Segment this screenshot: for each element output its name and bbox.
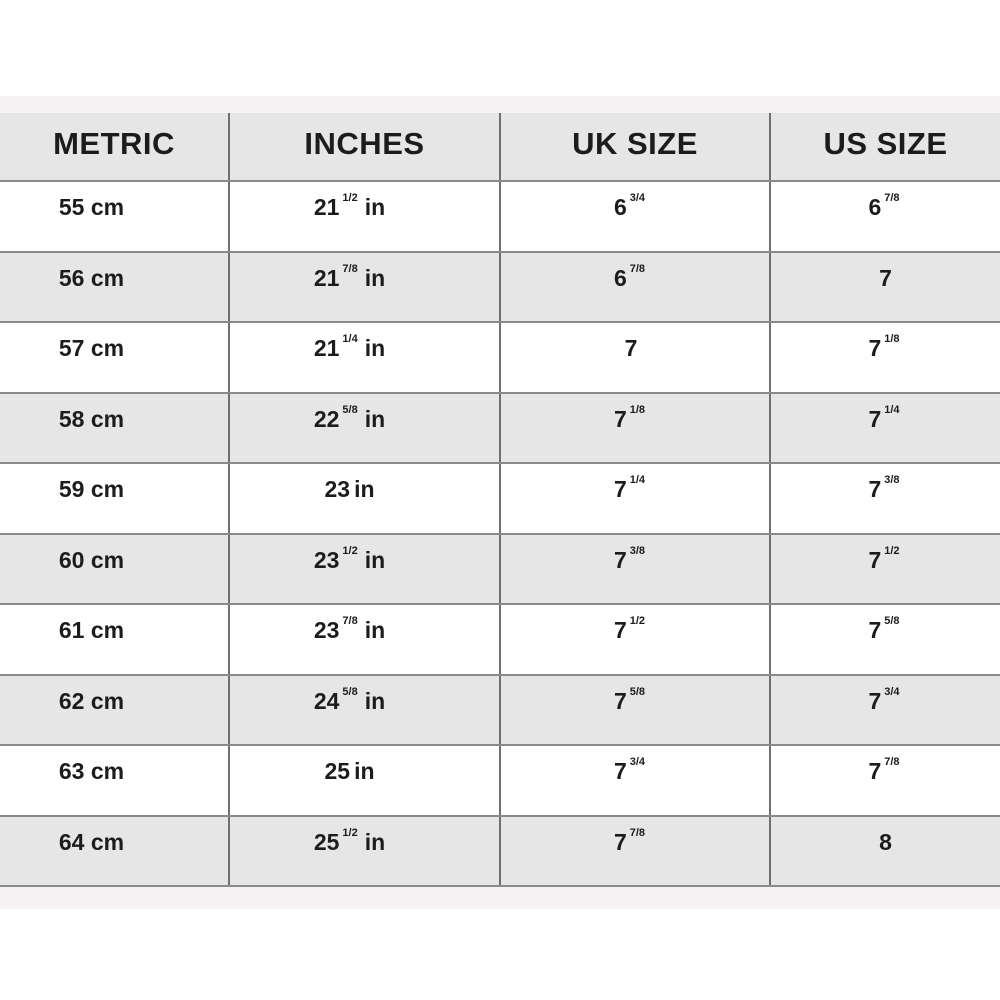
table-row [0,322,1000,393]
uk-size-whole: 6 [613,264,627,291]
uk-size-cell [500,393,770,464]
inches-whole: 21 [313,335,340,361]
inches-unit: in [364,546,386,573]
header-metric: METRIC [0,113,229,181]
us-size-cell [770,322,1000,393]
uk-size-fraction: 3/4 [629,756,646,768]
uk-size-whole: 7 [613,687,627,714]
metric-cell [0,675,229,746]
inches-whole: 24 [313,687,340,714]
uk-size-fraction: 5/8 [629,685,646,698]
inches-fraction: 5/8 [342,685,358,698]
table-row [0,463,1000,534]
inches-unit: in [364,687,386,714]
metric-cell [0,816,229,887]
metric-cell [0,534,229,605]
metric-value: 56 cm [58,264,125,291]
us-size-cell [770,816,1000,887]
us-size-cell [770,181,1000,252]
metric-value: 60 cm [58,546,125,573]
inches-whole: 25 [324,758,351,784]
inches-whole: 21 [313,264,340,291]
inches-fraction: 7/8 [342,615,358,627]
us-size-cell [770,252,1000,323]
inches-whole: 25 [313,828,340,855]
size-chart-body [0,181,1000,886]
inches-cell [229,816,500,887]
table-row [0,252,1000,323]
header-row [0,113,1000,181]
us-size-cell [770,463,1000,534]
table-row [0,604,1000,675]
uk-size-whole: 7 [613,828,627,855]
inches-cell [229,463,500,534]
us-size-cell [770,393,1000,464]
uk-size-whole: 6 [613,194,627,220]
metric-cell [0,181,229,252]
inches-whole: 22 [313,405,340,432]
us-size-fraction: 1/8 [884,333,900,345]
us-size-whole: 7 [868,335,882,361]
us-size-fraction: 3/8 [884,474,900,486]
metric-cell [0,604,229,675]
uk-size-whole: 7 [624,335,638,361]
us-size-cell [770,604,1000,675]
us-size-whole: 7 [868,405,882,432]
uk-size-fraction: 7/8 [629,826,646,839]
inches-cell [229,252,500,323]
inches-whole: 23 [313,546,340,573]
size-chart-table [0,113,1000,887]
uk-size-fraction: 3/4 [629,192,646,204]
metric-cell [0,322,229,393]
metric-cell [0,745,229,816]
header-us-size: US SIZE [770,113,1000,181]
us-size-fraction: 5/8 [884,615,900,627]
us-size-fraction: 7/8 [884,756,900,768]
inches-unit: in [364,264,386,291]
us-size-whole: 7 [879,264,892,291]
uk-size-cell [500,252,770,323]
inches-unit: in [364,335,386,361]
us-size-whole: 7 [868,546,882,573]
inches-cell [229,675,500,746]
inches-cell [229,393,500,464]
uk-size-whole: 7 [613,758,627,784]
us-size-whole: 6 [868,194,882,220]
uk-size-fraction: 1/4 [629,474,646,486]
us-size-fraction: 1/2 [884,544,900,557]
inches-fraction: 5/8 [342,403,358,416]
table-row [0,181,1000,252]
uk-size-fraction: 3/8 [629,544,646,557]
uk-size-cell [500,604,770,675]
uk-size-whole: 7 [613,476,627,502]
inches-unit: in [364,405,386,432]
us-size-cell [770,745,1000,816]
metric-value: 55 cm [58,194,125,220]
table-row [0,534,1000,605]
inches-whole: 23 [324,476,351,502]
inches-unit: in [364,617,386,643]
uk-size-cell [500,675,770,746]
us-size-whole: 8 [879,828,892,855]
inches-whole: 21 [313,194,340,220]
metric-value: 62 cm [58,687,125,714]
metric-value: 64 cm [58,828,125,855]
us-size-fraction: 1/4 [884,403,900,416]
metric-value: 63 cm [58,758,125,784]
metric-cell [0,463,229,534]
uk-size-fraction: 1/8 [629,403,646,416]
metric-cell [0,252,229,323]
metric-value: 57 cm [58,335,125,361]
us-size-fraction: 3/4 [884,685,900,698]
table-row [0,745,1000,816]
uk-size-fraction: 1/2 [629,615,646,627]
inches-fraction: 1/2 [342,544,358,557]
uk-size-cell [500,322,770,393]
us-size-cell [770,534,1000,605]
inches-cell [229,322,500,393]
table-row [0,675,1000,746]
inches-cell [229,534,500,605]
header-inches: INCHES [229,113,500,181]
metric-cell [0,393,229,464]
uk-size-whole: 7 [613,546,627,573]
header-uk-size: UK SIZE [500,113,770,181]
us-size-whole: 7 [868,617,882,643]
uk-size-cell [500,745,770,816]
us-size-whole: 7 [868,758,882,784]
inches-cell [229,604,500,675]
inches-cell [229,745,500,816]
uk-size-cell [500,534,770,605]
inches-whole: 23 [313,617,340,643]
inches-fraction: 1/4 [342,333,358,345]
inches-unit: in [364,194,386,220]
us-size-cell [770,675,1000,746]
inches-unit: in [354,476,375,502]
inches-unit: in [364,828,386,855]
inches-cell [229,181,500,252]
inches-fraction: 7/8 [342,262,358,275]
inches-fraction: 1/2 [342,826,358,839]
inches-fraction: 1/2 [342,192,358,204]
uk-size-whole: 7 [613,617,627,643]
us-size-whole: 7 [868,687,882,714]
table-row [0,393,1000,464]
table-row [0,816,1000,887]
metric-value: 59 cm [58,476,125,502]
uk-size-whole: 7 [613,405,627,432]
uk-size-cell [500,181,770,252]
uk-size-cell [500,816,770,887]
inches-unit: in [354,758,375,784]
uk-size-fraction: 7/8 [629,262,646,275]
uk-size-cell [500,463,770,534]
us-size-fraction: 7/8 [884,192,900,204]
us-size-whole: 7 [868,476,882,502]
metric-value: 61 cm [58,617,125,643]
metric-value: 58 cm [58,405,125,432]
